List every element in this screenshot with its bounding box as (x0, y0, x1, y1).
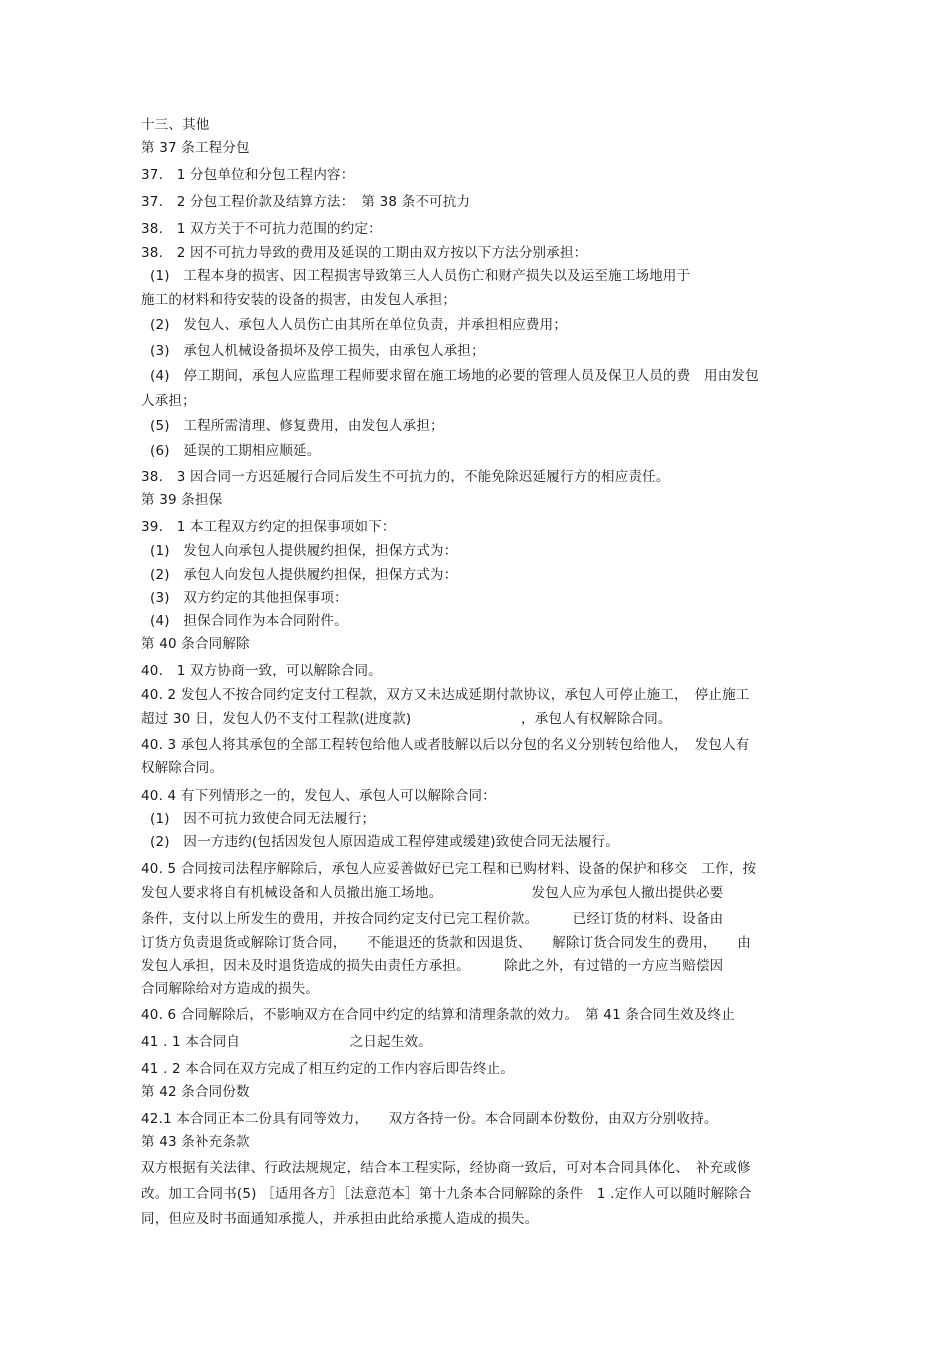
clause-line: 40. 2 发包人不按合同约定支付工程款，双方又未达成延期付款协议，承包人可停止施工， 停止施工 (141, 687, 750, 703)
clause-line: 40. 4 有下列情形之一的，发包人、承包人可以解除合同： (141, 788, 496, 804)
list-item: (2) 因一方违约(包括因发包人原因造成工程停建或缓建)致使合同无法履行。 (150, 834, 620, 850)
article-heading: 第 40 条合同解除 (141, 636, 250, 652)
list-item: (1) 工程本身的损害、因工程损害导致第三人人员伤亡和财产损失以及运至施工场地用于 (150, 268, 691, 284)
list-item: (4) 停工期间，承包人应监理工程师要求留在施工场地的必要的管理人员及保卫人员的费 用由发包 (150, 368, 759, 384)
section-heading: 十三、其他 (141, 117, 210, 133)
article-heading: 第 43 条补充条款 (141, 1134, 250, 1150)
clause-line: 41 . 2 本合同在双方完成了相互约定的工作内容后即告终止。 (141, 1061, 515, 1077)
text-line: 订货方负责退货或解除订货合同， 不能退还的货款和因退货、 解除订货合同发生的费用， 由 (141, 935, 751, 951)
clause-line: 42.1 本合同正本二份具有同等效力， 双方各持一份。本合同副本份数份，由双方分别收持。 (141, 1111, 718, 1127)
text-line: 施工的材料和待安装的设备的损害，由发包人承担； (141, 292, 457, 308)
list-item: (3) 双方约定的其他担保事项： (150, 590, 348, 606)
clause-line: 37. 2 分包工程价款及结算方法： 第 38 条不可抗力 (141, 194, 471, 210)
text-line: 人承担； (141, 393, 196, 409)
text-line: 改。加工合同书(5) ［适用各方］［法意范本］第十九条本合同解除的条件 1 .定作人可以随时解除合 (141, 1186, 752, 1202)
text-line: 双方根据有关法律、行政法规规定，结合本工程实际，经协商一致后，可对本合同具体化、 补充或修 (141, 1160, 751, 1176)
list-item: (6) 延误的工期相应顺延。 (150, 443, 321, 459)
list-item: (1) 因不可抗力致使合同无法履行； (150, 811, 376, 827)
text-line: 发包人要求将自有机械设备和人员撤出施工场地。 发包人应为承包人撤出提供必要 (141, 885, 724, 901)
article-heading: 第 39 条担保 (141, 492, 223, 508)
clause-line: 39. 1 本工程双方约定的担保事项如下： (141, 519, 396, 535)
clause-line: 41 . 1 本合同自 之日起生效。 (141, 1034, 432, 1050)
text-line: 条件，支付以上所发生的费用，并按合同约定支付已完工程价款。 已经订货的材料、设备由 (141, 911, 724, 927)
text-line: 同，但应及时书面通知承揽人，并承担由此给承揽人造成的损失。 (141, 1211, 539, 1227)
list-item: (1) 发包人向承包人提供履约担保，担保方式为： (150, 543, 458, 559)
text-line: 权解除合同。 (141, 760, 224, 776)
list-item: (2) 承包人向发包人提供履约担保，担保方式为： (150, 567, 458, 583)
clause-line: 40. 1 双方协商一致，可以解除合同。 (141, 663, 382, 679)
clause-line: 40. 3 承包人将其承包的全部工程转包给他人或者肢解以后以分包的名义分别转包给他人， 发包人有 (141, 737, 750, 753)
clause-line: 38. 3 因合同一方迟延履行合同后发生不可抗力的，不能免除迟延履行方的相应责任。 (141, 469, 670, 485)
article-heading: 第 42 条合同份数 (141, 1084, 250, 1100)
list-item: (5) 工程所需清理、修复费用，由发包人承担； (150, 418, 444, 434)
clause-line: 40. 6 合同解除后，不影响双方在合同中约定的结算和清理条款的效力。 第 41 条合同生效及终止 (141, 1007, 735, 1023)
clause-line: 37. 1 分包单位和分包工程内容： (141, 167, 355, 183)
text-line: 发包人承担，因未及时退货造成的损失由责任方承担。 除此之外，有过错的一方应当赔偿因 (141, 958, 724, 974)
text-line: 超过 30 日，发包人仍不支付工程款(进度款) ，承包人有权解除合同。 (141, 711, 672, 727)
list-item: (3) 承包人机械设备损坏及停工损失，由承包人承担； (150, 343, 485, 359)
clause-line: 38. 1 双方关于不可抗力范围的约定： (141, 221, 382, 237)
clause-line: 38. 2 因不可抗力导致的费用及延误的工期由双方按以下方法分别承担： (141, 245, 588, 261)
clause-line: 40. 5 合同按司法程序解除后，承包人应妥善做好已完工程和已购材料、设备的保护和移交 工作，按 (141, 861, 757, 877)
text-line: 合同解除给对方造成的损失。 (141, 981, 320, 997)
list-item: (2) 发包人、承包人人员伤亡由其所在单位负责，并承担相应费用； (150, 317, 568, 333)
article-heading: 第 37 条工程分包 (141, 140, 250, 156)
list-item: (4) 担保合同作为本合同附件。 (150, 613, 348, 629)
